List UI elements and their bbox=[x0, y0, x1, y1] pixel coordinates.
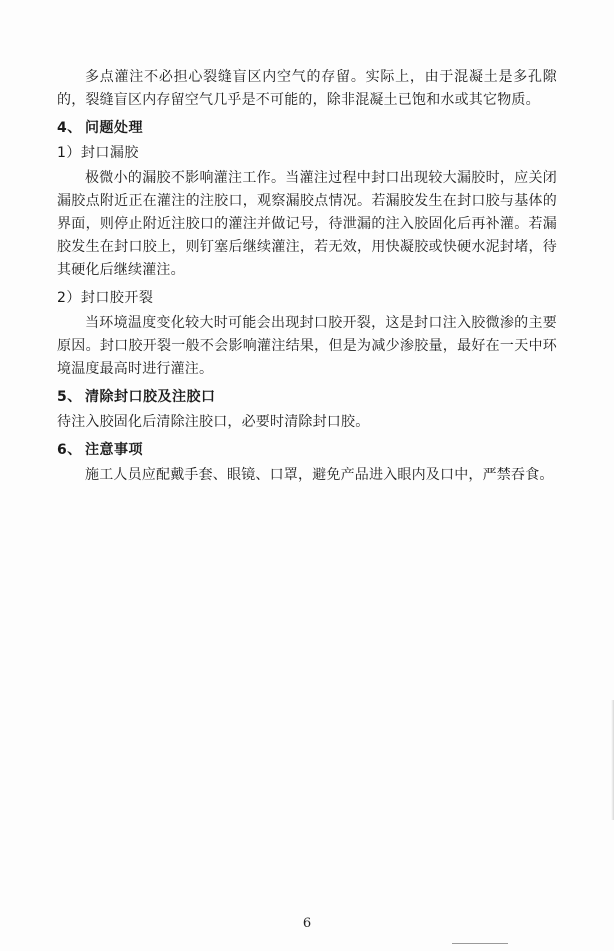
subsection-2-title: 2）封口胶开裂 bbox=[57, 290, 154, 306]
section-5-number: 5、 bbox=[57, 389, 82, 405]
section-5-title: 清除封口胶及注胶口 bbox=[85, 389, 216, 405]
section-6-title: 注意事项 bbox=[85, 442, 143, 458]
section-6-heading bbox=[57, 439, 557, 462]
section-4-heading bbox=[57, 117, 557, 140]
page-number: 6 bbox=[302, 916, 312, 931]
section-6-number: 6、 bbox=[57, 442, 82, 458]
section-5-heading bbox=[57, 386, 557, 409]
subsection-1-title: 1）封口漏胶 bbox=[57, 145, 139, 161]
subsection-1-paragraph: 极微小的漏胶不影响灌注工作。当灌注过程中封口出现较大漏胶时，应关闭漏胶点附近正在灌注的注胶口，观察漏胶点情况。若漏胶发生在封口胶与基体的界面，则停止附近注胶口的灌注并做记号，待泄漏的注入胶固化后再补灌。若漏胶发生在封口胶上，则钉塞后继续灌注，若无效，用快凝胶或快硬水泥封堵，待其硬化后继续灌注。 bbox=[57, 170, 557, 278]
page-content bbox=[57, 66, 557, 487]
subsection-2-paragraph: 当环境温度变化较大时可能会出现封口胶开裂，这是封口注入胶微渗的主要原因。封口胶开裂一般不会影响灌注结果，但是为减少渗胶量，最好在一天中环境温度最高时进行灌注。 bbox=[57, 315, 557, 377]
scan-artifact-line bbox=[452, 943, 508, 944]
section-4-title: 问题处理 bbox=[85, 120, 143, 136]
intro-paragraph: 多点灌注不必担心裂缝盲区内空气的存留。实际上，由于混凝土是多孔隙的，裂缝盲区内存留空气几乎是不可能的，除非混凝土已饱和水或其它物质。 bbox=[57, 69, 557, 108]
section-5-paragraph: 待注入胶固化后清除注胶口，必要时清除封口胶。 bbox=[57, 414, 370, 430]
section-4-number: 4、 bbox=[57, 120, 82, 136]
section-6-paragraph: 施工人员应配戴手套、眼镜、口罩，避免产品进入眼内及口中，严禁吞食。 bbox=[85, 467, 554, 483]
